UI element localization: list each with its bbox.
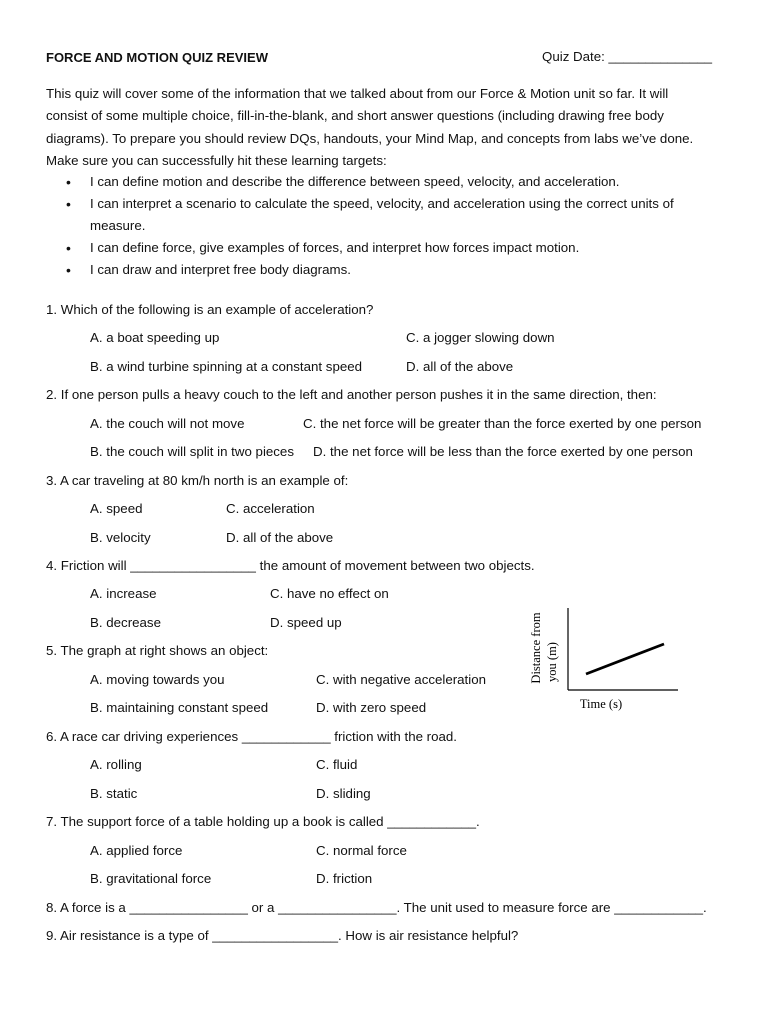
question-9: 9. Air resistance is a type of _________________. How is air resistance helpful? [46,928,519,943]
bullet-icon: • [66,174,71,190]
graph-xlabel: Time (s) [579,697,623,711]
q2-option-b[interactable]: B. the couch will split in two pieces [90,444,294,459]
intro-line: Make sure you can successfully hit these learning targets: [46,153,387,169]
question-6: 6. A race car driving experiences ____________ friction with the road. [46,729,457,744]
q2-option-a[interactable]: A. the couch will not move [90,416,245,431]
q1-option-d[interactable]: D. all of the above [406,359,514,374]
q7-option-b[interactable]: B. gravitational force [90,871,212,886]
learning-target: • I can draw and interpret free body diagrams. [66,259,726,281]
q5-option-a[interactable]: A. moving towards you [90,672,225,687]
learning-target: • I can define motion and describe the difference between speed, velocity, and acceleration. [66,171,726,193]
distance-time-graph [526,600,686,720]
learning-target: • I can define force, give examples of forces, and interpret how forces impact motion. [66,237,726,259]
q5-option-b[interactable]: B. maintaining constant speed [90,700,269,715]
bullet-icon: • [66,240,71,256]
question-2: 2. If one person pulls a heavy couch to the left and another person pushes it in the same direction, then: [46,387,657,402]
q1-option-a[interactable]: A. a boat speeding up [90,330,220,345]
intro-line: This quiz will cover some of the information that we talked about from our Force & Motion unit so far. It will [46,86,669,101]
q4-option-a[interactable]: A. increase [90,586,157,601]
q3-option-b[interactable]: B. velocity [90,530,151,545]
q3-option-d[interactable]: D. all of the above [226,530,334,545]
q5-option-c[interactable]: C. with negative acceleration [316,672,486,687]
intro-line: consist of some multiple choice, fill-in-the-blank, and short answer questions (including drawing free body [46,108,664,124]
q6-option-a[interactable]: A. rolling [90,757,142,772]
bullet-icon: • [66,262,71,278]
bullet-icon: • [66,196,71,212]
graph-data-line [586,644,664,674]
question-5: 5. The graph at right shows an object: [46,643,269,658]
graph-ylabel-line2: you (m) [545,642,559,682]
question-4: 4. Friction will _________________ the amount of movement between two objects. [46,558,535,573]
q2-option-c[interactable]: C. the net force will be greater than the force exerted by one person [303,416,702,431]
q4-option-d[interactable]: D. speed up [270,615,342,630]
q6-option-c[interactable]: C. fluid [316,757,358,772]
question-7: 7. The support force of a table holding up a book is called ____________. [46,814,480,829]
q1-option-c[interactable]: C. a jogger slowing down [406,330,555,345]
learning-target: • I can interpret a scenario to calculate the speed, velocity, and acceleration using the correct units of [66,193,726,215]
q1-option-b[interactable]: B. a wind turbine spinning at a constant speed [90,359,363,374]
question-3: 3. A car traveling at 80 km/h north is an example of: [46,473,349,488]
intro-line: diagrams). To prepare you should review DQs, handouts, your Mind Map, and concepts from labs we’ve done. [46,130,694,146]
q7-option-c[interactable]: C. normal force [316,843,407,858]
q7-option-d[interactable]: D. friction [316,871,373,886]
learning-target-continued: measure. [90,218,146,233]
q2-option-d[interactable]: D. the net force will be less than the force exerted by one person [313,444,693,459]
q3-option-a[interactable]: A. speed [90,501,143,516]
q3-option-c[interactable]: C. acceleration [226,501,315,516]
q5-option-d[interactable]: D. with zero speed [316,700,427,715]
graph-ylabel-line1: Distance from [529,612,543,684]
q6-option-b[interactable]: B. static [90,786,138,801]
question-1: 1. Which of the following is an example of acceleration? [46,302,374,317]
learning-targets-list [66,171,726,281]
q4-option-c[interactable]: C. have no effect on [270,586,389,601]
page-title: FORCE AND MOTION QUIZ REVIEW [46,50,268,65]
question-8: 8. A force is a ________________ or a ________________. The unit used to measure force are ____________. [46,900,707,915]
intro-paragraph [46,83,736,173]
q4-option-b[interactable]: B. decrease [90,615,161,630]
q6-option-d[interactable]: D. sliding [316,786,371,801]
quiz-date-field[interactable]: Quiz Date: ______________ [542,49,713,64]
graph-ylabel [529,612,559,683]
q7-option-a[interactable]: A. applied force [90,843,183,858]
